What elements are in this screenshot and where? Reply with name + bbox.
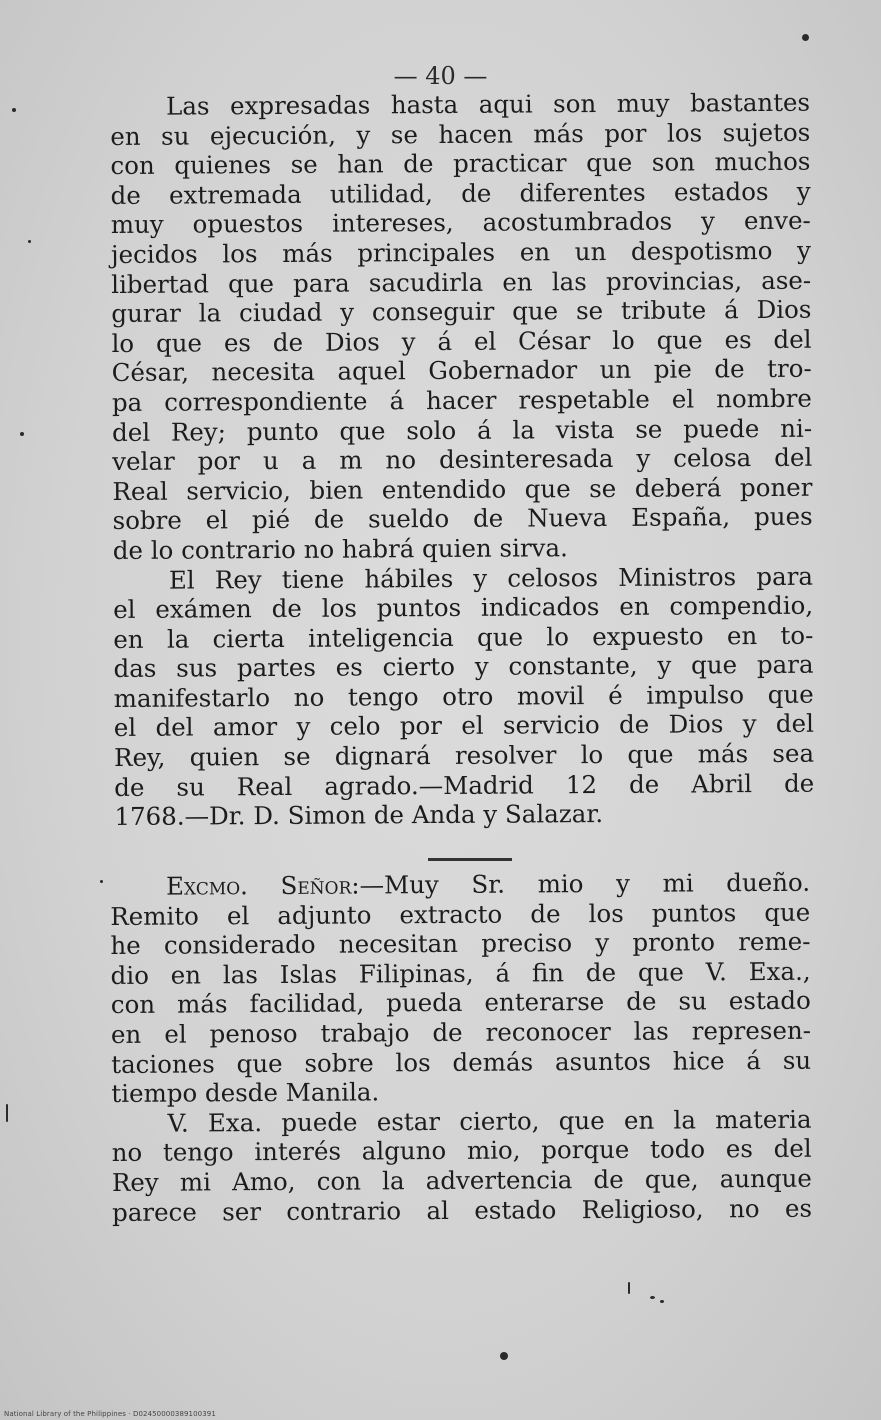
text-line: taciones que sobre los demás asuntos hice á su	[111, 1045, 812, 1079]
scan-speck	[6, 1104, 8, 1122]
text-line: no tengo interés alguno mio, porque todo es del	[111, 1134, 812, 1168]
text-line: libertad que para sacudirla en las provincias, ase-	[111, 265, 812, 299]
scan-speck	[100, 880, 103, 883]
text-line: dio en las Islas Filipinas, á fin de que V. Exa.,	[110, 956, 811, 990]
text-line: jecidos los más principales en un despotismo y	[110, 235, 812, 269]
scan-speck	[12, 108, 16, 112]
text-line: das sus partes es cierto y constante, y que para	[113, 649, 814, 684]
text-line: gurar la ciudad y conseguir que se tribute á Dios	[111, 294, 812, 329]
text-line: tiempo desde Manila.	[111, 1077, 380, 1109]
scan-speck	[628, 1282, 630, 1294]
salutation: Excmo. Señor:	[165, 870, 360, 901]
text-line: he considerado necesitan preciso y pronto reme-	[110, 926, 811, 961]
text-line: El Rey tiene hábiles y celosos Ministros para	[168, 561, 814, 595]
text-line: el del amor y celo por el servicio de Dios y del	[113, 709, 814, 743]
text-line: V. Exa. puede estar cierto, que en la materia	[167, 1104, 812, 1138]
text-line: de su Real agrado.—Madrid 12 de Abril de	[114, 768, 815, 802]
letter-opening-line	[110, 868, 810, 902]
text-line: Remito el adjunto extracto de los puntos que	[110, 897, 811, 931]
text-line: Las expresadas hasta aqui son muy bastantes	[165, 87, 811, 121]
archive-credit: National Library of the Philippines · D02450000389100391	[4, 1410, 216, 1418]
text-line: de extremada utilidad, de diferentes estados y	[110, 176, 811, 210]
scan-speck	[650, 1296, 655, 1299]
text-line: en el penoso trabajo de reconocer las represen-	[110, 1015, 812, 1049]
text-line: pa correspondiente á hacer respetable el nombre	[111, 383, 812, 417]
text-line: en su ejecución, y se hacen más por los sujetos	[110, 117, 811, 151]
text-line: muy opuestos intereses, acostumbrados y enve-	[110, 206, 811, 240]
text-line: Real servicio, bien entendido que se deberá poner	[112, 472, 813, 506]
text-line: lo que es de Dios y á el César lo que es del	[111, 324, 812, 358]
scan-speck	[802, 34, 809, 41]
section-divider	[428, 858, 512, 861]
text-line: del Rey; punto que solo á la vista se puede ni-	[111, 413, 813, 447]
text-line: velar por u a m no desinteresada y celosa del	[112, 442, 813, 477]
text-line: con más facilidad, pueda enterarse de su estado	[110, 986, 811, 1020]
text-line: Rey mi Amo, con la advertencia de que, aunque	[111, 1163, 812, 1197]
text-line: el exámen de los puntos indicados en compendio,	[113, 590, 814, 625]
scan-speck	[660, 1300, 664, 1303]
text-line: 1768.—Dr. D. Simon de Anda y Salazar.	[114, 799, 604, 832]
scan-speck	[28, 240, 31, 243]
text-line: parece ser contrario al estado Religioso, no es	[111, 1193, 813, 1227]
text-line: con quienes se han de practicar que son muchos	[110, 146, 811, 181]
scan-speck	[500, 1352, 508, 1360]
body-text-top	[110, 88, 815, 832]
text-line: Rey, quien se dignará resolver lo que más sea	[113, 738, 815, 773]
scan-speck	[20, 432, 24, 436]
salutation-rest: —Muy Sr. mio y mi dueño.	[359, 867, 811, 900]
text-line: sobre el pié de sueldo de Nueva España, pues	[112, 502, 813, 536]
body-text-letter	[110, 868, 812, 1227]
text-line: César, necesita aquel Gobernador un pie de tro-	[111, 354, 812, 388]
page-number: — 40 —	[393, 62, 488, 90]
text-line: de lo contrario no habrá quien sirva.	[112, 533, 568, 565]
text-line: en la cierta inteligencia que lo expuesto en to-	[113, 620, 814, 654]
text-line: manifestarlo no tengo otro movil é impulso que	[113, 679, 814, 713]
